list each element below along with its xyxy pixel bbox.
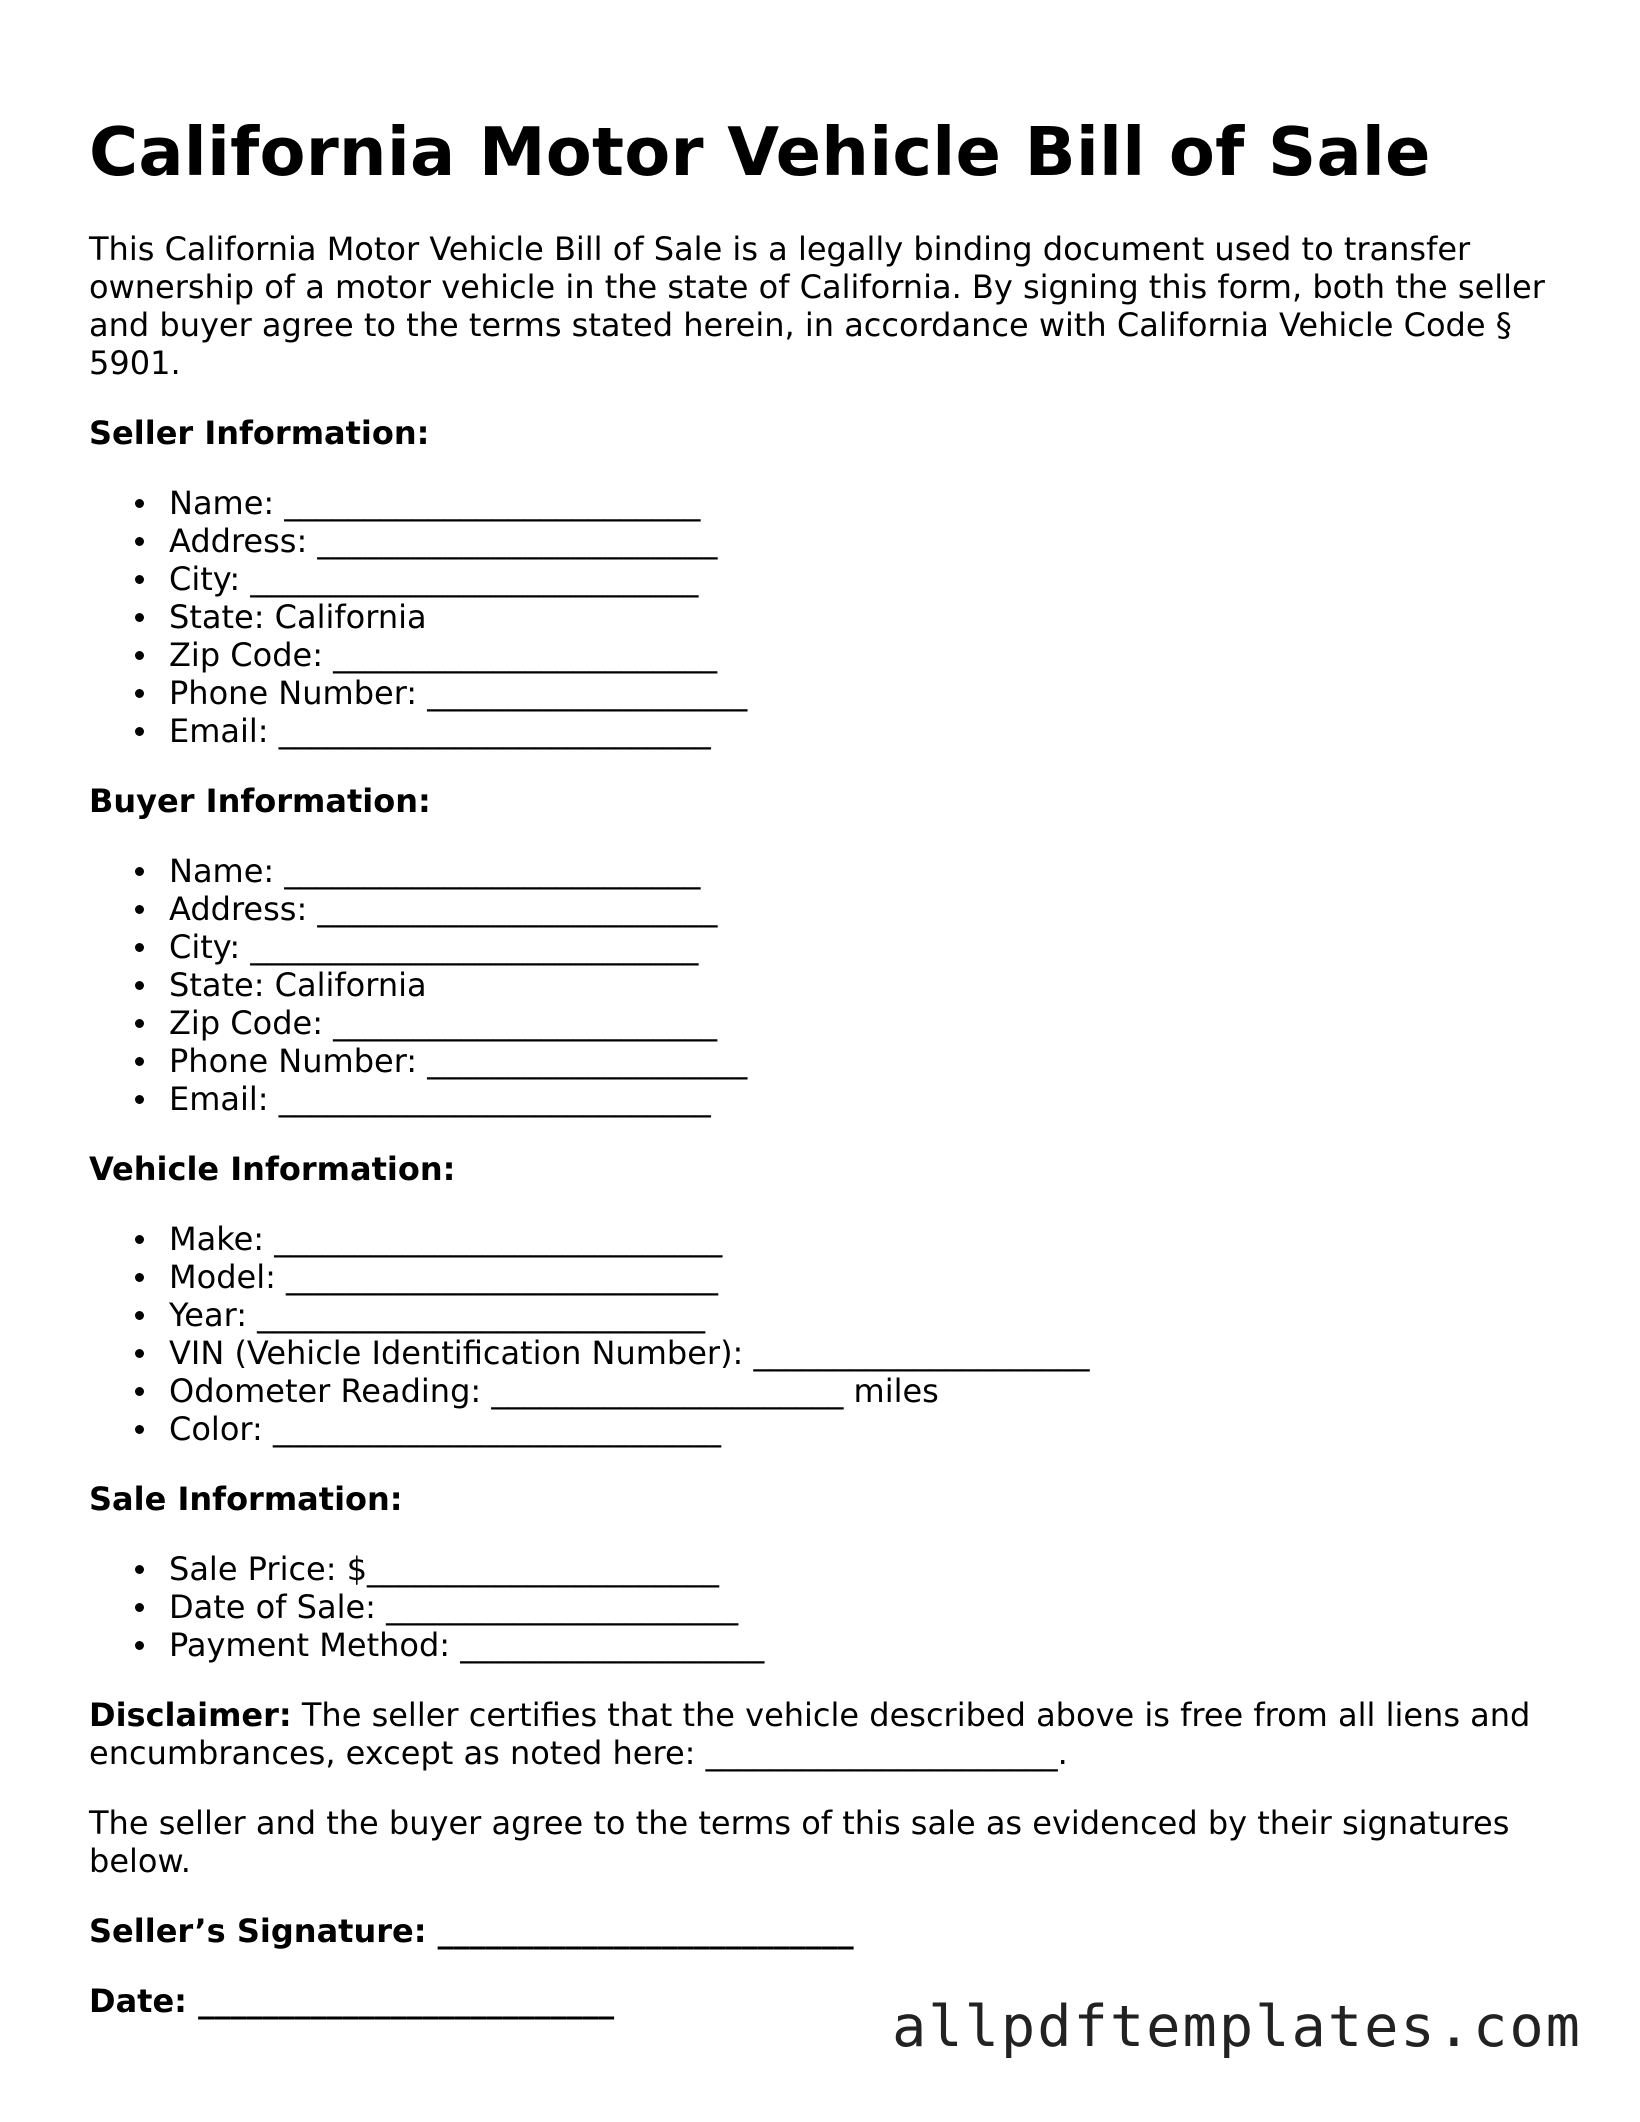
bullet-icon: [135, 1273, 144, 1282]
disclaimer-paragraph: [89, 1696, 1569, 1772]
buyer-address-field[interactable]: Address: _________________________: [89, 890, 1569, 928]
bullet-icon: [135, 727, 144, 736]
bullet-icon: [135, 1641, 144, 1650]
bullet-icon: [135, 1425, 144, 1434]
bullet-icon: [135, 1565, 144, 1574]
bullet-icon: [135, 867, 144, 876]
seller-phone-field[interactable]: Phone Number: ____________________: [89, 674, 1569, 712]
bullet-icon: [135, 1349, 144, 1358]
sale-list: [89, 1550, 1569, 1664]
seller-email-field[interactable]: Email: ___________________________: [89, 712, 1569, 750]
seller-city-field[interactable]: City: ____________________________: [89, 560, 1569, 598]
bullet-icon: [135, 981, 144, 990]
document-title: California Motor Vehicle Bill of Sale: [89, 113, 1431, 191]
buyer-phone-field[interactable]: Phone Number: ____________________: [89, 1042, 1569, 1080]
disclaimer-label: Disclaimer:: [89, 1696, 292, 1734]
seller-heading: Seller Information:: [89, 414, 430, 452]
vehicle-odometer-field[interactable]: Odometer Reading: ______________________ miles: [89, 1372, 1569, 1410]
vehicle-year-field[interactable]: Year: ____________________________: [89, 1296, 1569, 1334]
buyer-email-field[interactable]: Email: ___________________________: [89, 1080, 1569, 1118]
bullet-icon: [135, 1019, 144, 1028]
buyer-city-field[interactable]: City: ____________________________: [89, 928, 1569, 966]
buyer-zip-field[interactable]: Zip Code: ________________________: [89, 1004, 1569, 1042]
bullet-icon: [135, 1311, 144, 1320]
document-page: [89, 112, 1569, 2052]
watermark-text: allpdftemplates.com: [891, 1994, 1582, 2060]
buyer-heading: Buyer Information:: [89, 782, 431, 820]
buyer-name-field[interactable]: Name: __________________________: [89, 852, 1569, 890]
seller-list: [89, 484, 1569, 750]
vehicle-color-field[interactable]: Color: ____________________________: [89, 1410, 1569, 1448]
bullet-icon: [135, 1095, 144, 1104]
sale-date-field[interactable]: Date of Sale: ______________________: [89, 1588, 1569, 1626]
vehicle-make-field[interactable]: Make: ____________________________: [89, 1220, 1569, 1258]
sale-heading: Sale Information:: [89, 1480, 403, 1518]
sale-price-field[interactable]: Sale Price: $______________________: [89, 1550, 1569, 1588]
buyer-list: [89, 852, 1569, 1118]
bullet-icon: [135, 499, 144, 508]
agreement-paragraph: The seller and the buyer agree to the terms of this sale as evidenced by their signatures below.: [89, 1804, 1510, 1880]
payment-method-field[interactable]: Payment Method: ___________________: [89, 1626, 1569, 1664]
seller-state-field: State: California: [89, 598, 1569, 636]
bullet-icon: [135, 575, 144, 584]
bullet-icon: [135, 943, 144, 952]
vehicle-list: [89, 1220, 1569, 1448]
bullet-icon: [135, 1235, 144, 1244]
seller-name-field[interactable]: Name: __________________________: [89, 484, 1569, 522]
bullet-icon: [135, 651, 144, 660]
seller-signature-field[interactable]: Seller’s Signature: __________________________: [89, 1912, 854, 1950]
vehicle-heading: Vehicle Information:: [89, 1150, 456, 1188]
date-field[interactable]: Date: __________________________: [89, 1982, 615, 2020]
vehicle-vin-field[interactable]: VIN (Vehicle Identification Number): _____________________: [89, 1334, 1569, 1372]
intro-paragraph: This California Motor Vehicle Bill of Sale is a legally binding document used to transfer ownership of a motor vehicle in the state of California. By signing this form, both the seller and buyer agree to the terms stated herein, in accordance with California Vehicle Code § 5901.: [89, 230, 1545, 382]
bullet-icon: [135, 537, 144, 546]
bullet-icon: [135, 1057, 144, 1066]
bullet-icon: [135, 613, 144, 622]
disclaimer-text: The seller certifies that the vehicle described above is free from all liens and encumbrances, except as noted here: ______________________.: [89, 1696, 1531, 1772]
vehicle-model-field[interactable]: Model: ___________________________: [89, 1258, 1569, 1296]
bullet-icon: [135, 905, 144, 914]
bullet-icon: [135, 689, 144, 698]
bullet-icon: [135, 1603, 144, 1612]
buyer-state-field: State: California: [89, 966, 1569, 1004]
seller-zip-field[interactable]: Zip Code: ________________________: [89, 636, 1569, 674]
seller-address-field[interactable]: Address: _________________________: [89, 522, 1569, 560]
bullet-icon: [135, 1387, 144, 1396]
